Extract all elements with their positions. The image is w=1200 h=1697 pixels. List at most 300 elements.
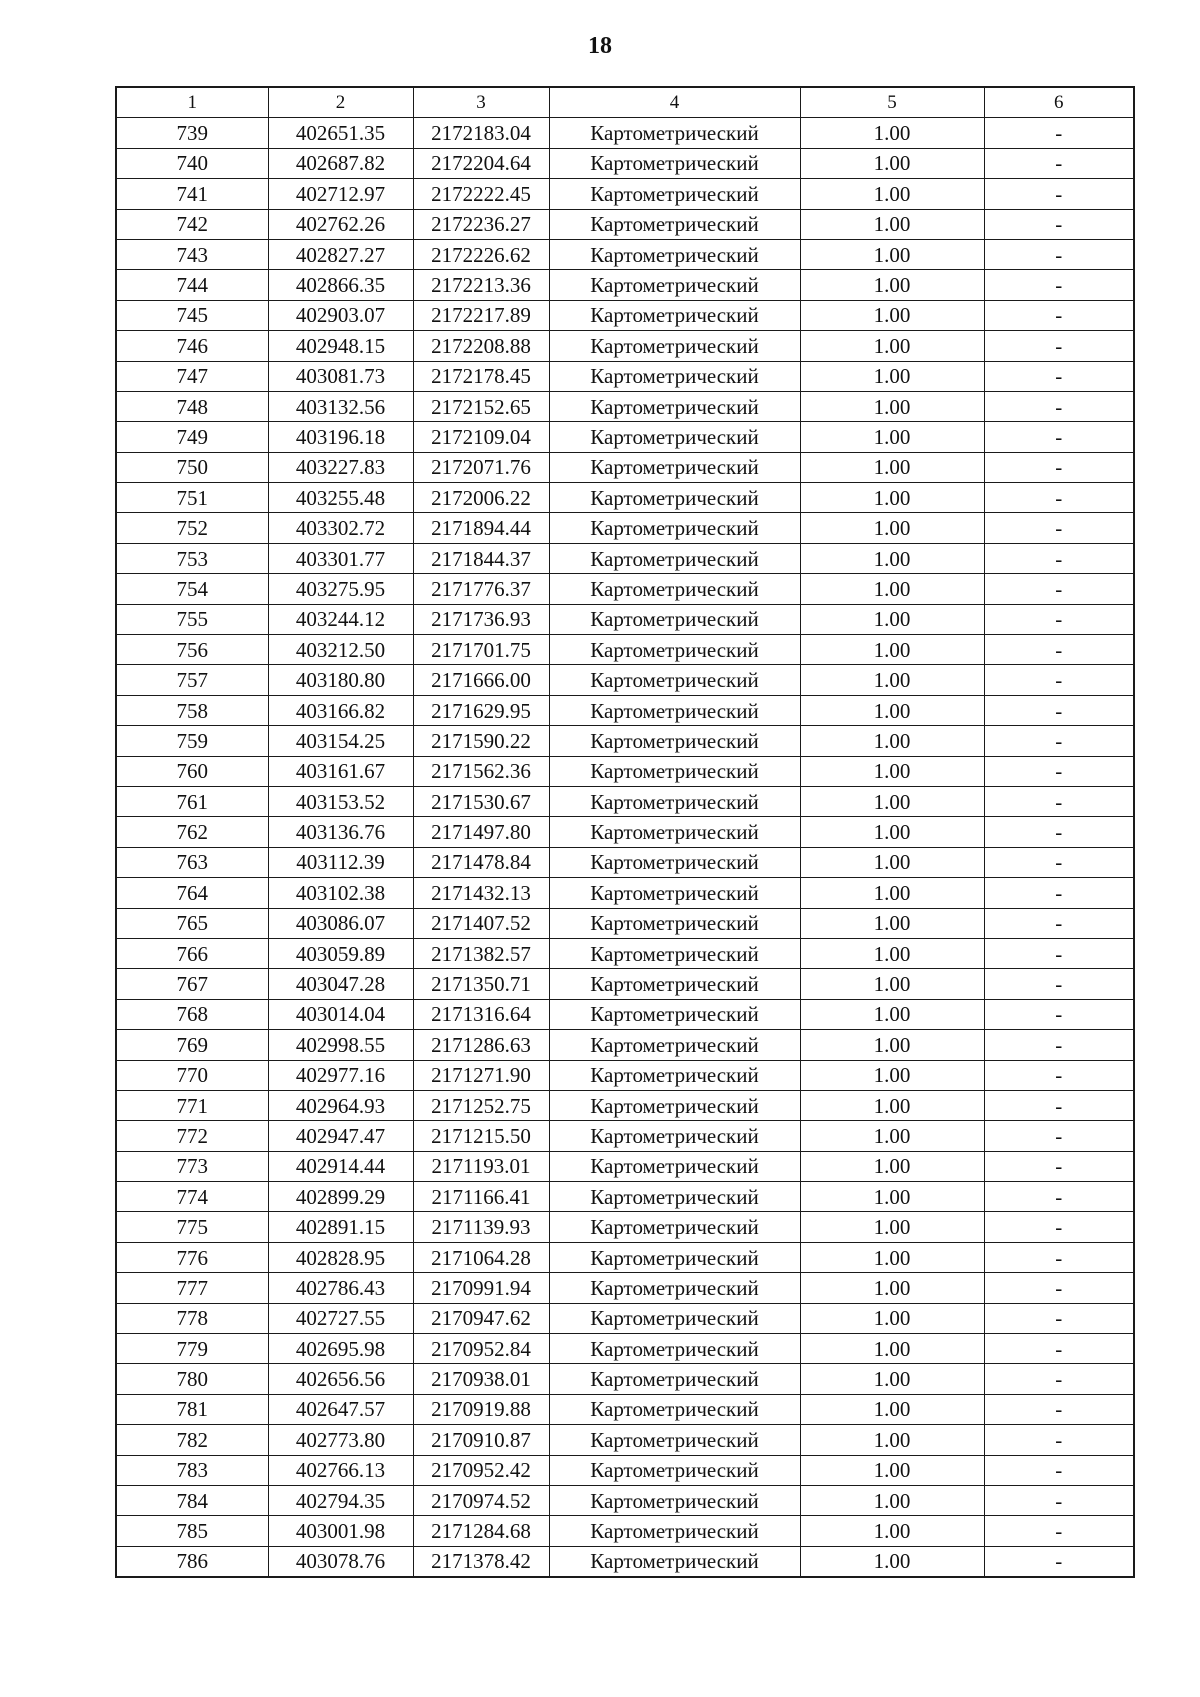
point-number-cell: 745 bbox=[116, 300, 268, 330]
accuracy-cell: 1.00 bbox=[800, 665, 984, 695]
description-cell: - bbox=[984, 239, 1134, 269]
accuracy-cell: 1.00 bbox=[800, 1151, 984, 1181]
table-row bbox=[116, 300, 1134, 330]
method-cell: Картометрический bbox=[549, 1090, 800, 1120]
x-coordinate-cell: 402828.95 bbox=[268, 1242, 413, 1272]
y-coordinate-cell: 2170910.87 bbox=[413, 1425, 549, 1455]
accuracy-cell: 1.00 bbox=[800, 635, 984, 665]
method-cell: Картометрический bbox=[549, 513, 800, 543]
y-coordinate-cell: 2170991.94 bbox=[413, 1273, 549, 1303]
point-number-cell: 743 bbox=[116, 239, 268, 269]
table-row bbox=[116, 422, 1134, 452]
y-coordinate-cell: 2172222.45 bbox=[413, 179, 549, 209]
y-coordinate-cell: 2171407.52 bbox=[413, 908, 549, 938]
description-cell: - bbox=[984, 938, 1134, 968]
method-cell: Картометрический bbox=[549, 695, 800, 725]
point-number-cell: 750 bbox=[116, 452, 268, 482]
point-number-cell: 739 bbox=[116, 118, 268, 148]
table-row bbox=[116, 1334, 1134, 1364]
description-cell: - bbox=[984, 1212, 1134, 1242]
accuracy-cell: 1.00 bbox=[800, 543, 984, 573]
accuracy-cell: 1.00 bbox=[800, 1364, 984, 1394]
y-coordinate-cell: 2171432.13 bbox=[413, 878, 549, 908]
method-cell: Картометрический bbox=[549, 543, 800, 573]
y-coordinate-cell: 2172109.04 bbox=[413, 422, 549, 452]
description-cell: - bbox=[984, 1121, 1134, 1151]
description-cell: - bbox=[984, 604, 1134, 634]
x-coordinate-cell: 402903.07 bbox=[268, 300, 413, 330]
method-cell: Картометрический bbox=[549, 817, 800, 847]
point-number-cell: 747 bbox=[116, 361, 268, 391]
y-coordinate-cell: 2171215.50 bbox=[413, 1121, 549, 1151]
point-number-cell: 755 bbox=[116, 604, 268, 634]
point-number-cell: 746 bbox=[116, 331, 268, 361]
x-coordinate-cell: 402998.55 bbox=[268, 1030, 413, 1060]
method-cell: Картометрический bbox=[549, 1273, 800, 1303]
header-row bbox=[116, 87, 1134, 118]
description-cell: - bbox=[984, 1364, 1134, 1394]
table-row bbox=[116, 999, 1134, 1029]
accuracy-cell: 1.00 bbox=[800, 1121, 984, 1151]
accuracy-cell: 1.00 bbox=[800, 908, 984, 938]
table-row bbox=[116, 209, 1134, 239]
table-row bbox=[116, 938, 1134, 968]
point-number-cell: 774 bbox=[116, 1182, 268, 1212]
table-row bbox=[116, 1546, 1134, 1577]
accuracy-cell: 1.00 bbox=[800, 1516, 984, 1546]
point-number-cell: 748 bbox=[116, 391, 268, 421]
y-coordinate-cell: 2171271.90 bbox=[413, 1060, 549, 1090]
x-coordinate-cell: 402762.26 bbox=[268, 209, 413, 239]
table-row bbox=[116, 1060, 1134, 1090]
point-number-cell: 769 bbox=[116, 1030, 268, 1060]
accuracy-cell: 1.00 bbox=[800, 1090, 984, 1120]
x-coordinate-cell: 403196.18 bbox=[268, 422, 413, 452]
accuracy-cell: 1.00 bbox=[800, 148, 984, 178]
method-cell: Картометрический bbox=[549, 118, 800, 148]
description-cell: - bbox=[984, 300, 1134, 330]
point-number-cell: 754 bbox=[116, 574, 268, 604]
y-coordinate-cell: 2172208.88 bbox=[413, 331, 549, 361]
x-coordinate-cell: 402964.93 bbox=[268, 1090, 413, 1120]
method-cell: Картометрический bbox=[549, 1151, 800, 1181]
table-row bbox=[116, 483, 1134, 513]
description-cell: - bbox=[984, 1242, 1134, 1272]
description-cell: - bbox=[984, 1303, 1134, 1333]
accuracy-cell: 1.00 bbox=[800, 574, 984, 604]
column-header-3: 3 bbox=[413, 87, 549, 118]
y-coordinate-cell: 2172152.65 bbox=[413, 391, 549, 421]
point-number-cell: 782 bbox=[116, 1425, 268, 1455]
x-coordinate-cell: 402827.27 bbox=[268, 239, 413, 269]
table-row bbox=[116, 1425, 1134, 1455]
method-cell: Картометрический bbox=[549, 756, 800, 786]
description-cell: - bbox=[984, 270, 1134, 300]
table-row bbox=[116, 695, 1134, 725]
x-coordinate-cell: 403180.80 bbox=[268, 665, 413, 695]
y-coordinate-cell: 2171629.95 bbox=[413, 695, 549, 725]
y-coordinate-cell: 2170947.62 bbox=[413, 1303, 549, 1333]
x-coordinate-cell: 403081.73 bbox=[268, 361, 413, 391]
table-row bbox=[116, 878, 1134, 908]
x-coordinate-cell: 403301.77 bbox=[268, 543, 413, 573]
method-cell: Картометрический bbox=[549, 1455, 800, 1485]
y-coordinate-cell: 2171590.22 bbox=[413, 726, 549, 756]
description-cell: - bbox=[984, 422, 1134, 452]
method-cell: Картометрический bbox=[549, 1425, 800, 1455]
point-number-cell: 784 bbox=[116, 1485, 268, 1515]
table-row bbox=[116, 1455, 1134, 1485]
table-row bbox=[116, 1121, 1134, 1151]
x-coordinate-cell: 402899.29 bbox=[268, 1182, 413, 1212]
accuracy-cell: 1.00 bbox=[800, 847, 984, 877]
column-header-2: 2 bbox=[268, 87, 413, 118]
description-cell: - bbox=[984, 1485, 1134, 1515]
x-coordinate-cell: 403275.95 bbox=[268, 574, 413, 604]
method-cell: Картометрический bbox=[549, 1485, 800, 1515]
method-cell: Картометрический bbox=[549, 1060, 800, 1090]
y-coordinate-cell: 2171894.44 bbox=[413, 513, 549, 543]
table-body bbox=[116, 118, 1134, 1577]
point-number-cell: 758 bbox=[116, 695, 268, 725]
y-coordinate-cell: 2171736.93 bbox=[413, 604, 549, 634]
x-coordinate-cell: 402794.35 bbox=[268, 1485, 413, 1515]
table-row bbox=[116, 1516, 1134, 1546]
accuracy-cell: 1.00 bbox=[800, 1273, 984, 1303]
point-number-cell: 781 bbox=[116, 1394, 268, 1424]
point-number-cell: 756 bbox=[116, 635, 268, 665]
point-number-cell: 741 bbox=[116, 179, 268, 209]
method-cell: Картометрический bbox=[549, 908, 800, 938]
point-number-cell: 770 bbox=[116, 1060, 268, 1090]
y-coordinate-cell: 2171350.71 bbox=[413, 969, 549, 999]
x-coordinate-cell: 403078.76 bbox=[268, 1546, 413, 1577]
table-row bbox=[116, 726, 1134, 756]
x-coordinate-cell: 403255.48 bbox=[268, 483, 413, 513]
table-row bbox=[116, 1364, 1134, 1394]
x-coordinate-cell: 403302.72 bbox=[268, 513, 413, 543]
method-cell: Картометрический bbox=[549, 1364, 800, 1394]
y-coordinate-cell: 2170952.84 bbox=[413, 1334, 549, 1364]
x-coordinate-cell: 403112.39 bbox=[268, 847, 413, 877]
method-cell: Картометрический bbox=[549, 847, 800, 877]
table-row bbox=[116, 391, 1134, 421]
x-coordinate-cell: 403086.07 bbox=[268, 908, 413, 938]
accuracy-cell: 1.00 bbox=[800, 1303, 984, 1333]
point-number-cell: 776 bbox=[116, 1242, 268, 1272]
table-row bbox=[116, 1485, 1134, 1515]
x-coordinate-cell: 403014.04 bbox=[268, 999, 413, 1029]
description-cell: - bbox=[984, 179, 1134, 209]
point-number-cell: 742 bbox=[116, 209, 268, 239]
accuracy-cell: 1.00 bbox=[800, 270, 984, 300]
point-number-cell: 775 bbox=[116, 1212, 268, 1242]
accuracy-cell: 1.00 bbox=[800, 938, 984, 968]
method-cell: Картометрический bbox=[549, 1242, 800, 1272]
column-header-4: 4 bbox=[549, 87, 800, 118]
method-cell: Картометрический bbox=[549, 179, 800, 209]
x-coordinate-cell: 402914.44 bbox=[268, 1151, 413, 1181]
y-coordinate-cell: 2171378.42 bbox=[413, 1546, 549, 1577]
description-cell: - bbox=[984, 1273, 1134, 1303]
description-cell: - bbox=[984, 209, 1134, 239]
accuracy-cell: 1.00 bbox=[800, 969, 984, 999]
table-row bbox=[116, 1151, 1134, 1181]
accuracy-cell: 1.00 bbox=[800, 513, 984, 543]
description-cell: - bbox=[984, 1182, 1134, 1212]
method-cell: Картометрический bbox=[549, 452, 800, 482]
x-coordinate-cell: 402712.97 bbox=[268, 179, 413, 209]
accuracy-cell: 1.00 bbox=[800, 331, 984, 361]
x-coordinate-cell: 403059.89 bbox=[268, 938, 413, 968]
description-cell: - bbox=[984, 1394, 1134, 1424]
method-cell: Картометрический bbox=[549, 148, 800, 178]
page-number: 18 bbox=[588, 33, 612, 59]
y-coordinate-cell: 2172183.04 bbox=[413, 118, 549, 148]
point-number-cell: 762 bbox=[116, 817, 268, 847]
point-number-cell: 785 bbox=[116, 1516, 268, 1546]
table-row bbox=[116, 1303, 1134, 1333]
point-number-cell: 763 bbox=[116, 847, 268, 877]
accuracy-cell: 1.00 bbox=[800, 118, 984, 148]
accuracy-cell: 1.00 bbox=[800, 817, 984, 847]
description-cell: - bbox=[984, 635, 1134, 665]
table-row bbox=[116, 786, 1134, 816]
description-cell: - bbox=[984, 726, 1134, 756]
accuracy-cell: 1.00 bbox=[800, 756, 984, 786]
point-number-cell: 767 bbox=[116, 969, 268, 999]
accuracy-cell: 1.00 bbox=[800, 452, 984, 482]
x-coordinate-cell: 403244.12 bbox=[268, 604, 413, 634]
point-number-cell: 757 bbox=[116, 665, 268, 695]
x-coordinate-cell: 402977.16 bbox=[268, 1060, 413, 1090]
x-coordinate-cell: 402766.13 bbox=[268, 1455, 413, 1485]
point-number-cell: 761 bbox=[116, 786, 268, 816]
y-coordinate-cell: 2172071.76 bbox=[413, 452, 549, 482]
x-coordinate-cell: 402651.35 bbox=[268, 118, 413, 148]
method-cell: Картометрический bbox=[549, 1121, 800, 1151]
y-coordinate-cell: 2170919.88 bbox=[413, 1394, 549, 1424]
method-cell: Картометрический bbox=[549, 1182, 800, 1212]
y-coordinate-cell: 2171701.75 bbox=[413, 635, 549, 665]
table-row bbox=[116, 179, 1134, 209]
method-cell: Картометрический bbox=[549, 574, 800, 604]
y-coordinate-cell: 2172236.27 bbox=[413, 209, 549, 239]
x-coordinate-cell: 402727.55 bbox=[268, 1303, 413, 1333]
y-coordinate-cell: 2171252.75 bbox=[413, 1090, 549, 1120]
table-row bbox=[116, 118, 1134, 148]
description-cell: - bbox=[984, 148, 1134, 178]
description-cell: - bbox=[984, 1516, 1134, 1546]
method-cell: Картометрический bbox=[549, 665, 800, 695]
x-coordinate-cell: 403212.50 bbox=[268, 635, 413, 665]
table-row bbox=[116, 543, 1134, 573]
method-cell: Картометрический bbox=[549, 1516, 800, 1546]
y-coordinate-cell: 2171497.80 bbox=[413, 817, 549, 847]
method-cell: Картометрический bbox=[549, 300, 800, 330]
description-cell: - bbox=[984, 1060, 1134, 1090]
point-number-cell: 759 bbox=[116, 726, 268, 756]
accuracy-cell: 1.00 bbox=[800, 422, 984, 452]
table-row bbox=[116, 1394, 1134, 1424]
description-cell: - bbox=[984, 969, 1134, 999]
method-cell: Картометрический bbox=[549, 209, 800, 239]
y-coordinate-cell: 2171776.37 bbox=[413, 574, 549, 604]
y-coordinate-cell: 2171064.28 bbox=[413, 1242, 549, 1272]
table-row bbox=[116, 574, 1134, 604]
point-number-cell: 760 bbox=[116, 756, 268, 786]
method-cell: Картометрический bbox=[549, 483, 800, 513]
method-cell: Картометрический bbox=[549, 239, 800, 269]
description-cell: - bbox=[984, 331, 1134, 361]
table-row bbox=[116, 847, 1134, 877]
table-row bbox=[116, 513, 1134, 543]
table-row bbox=[116, 239, 1134, 269]
accuracy-cell: 1.00 bbox=[800, 1485, 984, 1515]
description-cell: - bbox=[984, 847, 1134, 877]
point-number-cell: 786 bbox=[116, 1546, 268, 1577]
x-coordinate-cell: 403227.83 bbox=[268, 452, 413, 482]
x-coordinate-cell: 402656.56 bbox=[268, 1364, 413, 1394]
description-cell: - bbox=[984, 908, 1134, 938]
description-cell: - bbox=[984, 513, 1134, 543]
description-cell: - bbox=[984, 878, 1134, 908]
description-cell: - bbox=[984, 695, 1134, 725]
point-number-cell: 765 bbox=[116, 908, 268, 938]
description-cell: - bbox=[984, 1334, 1134, 1364]
accuracy-cell: 1.00 bbox=[800, 361, 984, 391]
method-cell: Картометрический bbox=[549, 786, 800, 816]
y-coordinate-cell: 2171666.00 bbox=[413, 665, 549, 695]
table-row bbox=[116, 1273, 1134, 1303]
table-row bbox=[116, 1182, 1134, 1212]
point-number-cell: 740 bbox=[116, 148, 268, 178]
description-cell: - bbox=[984, 483, 1134, 513]
method-cell: Картометрический bbox=[549, 604, 800, 634]
x-coordinate-cell: 403153.52 bbox=[268, 786, 413, 816]
description-cell: - bbox=[984, 1425, 1134, 1455]
method-cell: Картометрический bbox=[549, 635, 800, 665]
y-coordinate-cell: 2171562.36 bbox=[413, 756, 549, 786]
accuracy-cell: 1.00 bbox=[800, 391, 984, 421]
description-cell: - bbox=[984, 1151, 1134, 1181]
x-coordinate-cell: 402948.15 bbox=[268, 331, 413, 361]
x-coordinate-cell: 403132.56 bbox=[268, 391, 413, 421]
table-row bbox=[116, 969, 1134, 999]
accuracy-cell: 1.00 bbox=[800, 1212, 984, 1242]
table-row bbox=[116, 148, 1134, 178]
accuracy-cell: 1.00 bbox=[800, 878, 984, 908]
y-coordinate-cell: 2171478.84 bbox=[413, 847, 549, 877]
y-coordinate-cell: 2171316.64 bbox=[413, 999, 549, 1029]
method-cell: Картометрический bbox=[549, 1303, 800, 1333]
x-coordinate-cell: 402773.80 bbox=[268, 1425, 413, 1455]
table-header bbox=[116, 87, 1134, 118]
y-coordinate-cell: 2172204.64 bbox=[413, 148, 549, 178]
method-cell: Картометрический bbox=[549, 1212, 800, 1242]
table-row bbox=[116, 331, 1134, 361]
method-cell: Картометрический bbox=[549, 331, 800, 361]
description-cell: - bbox=[984, 574, 1134, 604]
table-row bbox=[116, 665, 1134, 695]
table-row bbox=[116, 270, 1134, 300]
x-coordinate-cell: 403136.76 bbox=[268, 817, 413, 847]
x-coordinate-cell: 403102.38 bbox=[268, 878, 413, 908]
point-number-cell: 753 bbox=[116, 543, 268, 573]
y-coordinate-cell: 2172178.45 bbox=[413, 361, 549, 391]
method-cell: Картометрический bbox=[549, 726, 800, 756]
table-row bbox=[116, 756, 1134, 786]
table-row bbox=[116, 604, 1134, 634]
description-cell: - bbox=[984, 1546, 1134, 1577]
point-number-cell: 780 bbox=[116, 1364, 268, 1394]
x-coordinate-cell: 402695.98 bbox=[268, 1334, 413, 1364]
x-coordinate-cell: 402866.35 bbox=[268, 270, 413, 300]
y-coordinate-cell: 2171166.41 bbox=[413, 1182, 549, 1212]
x-coordinate-cell: 402647.57 bbox=[268, 1394, 413, 1424]
accuracy-cell: 1.00 bbox=[800, 695, 984, 725]
table-row bbox=[116, 1090, 1134, 1120]
accuracy-cell: 1.00 bbox=[800, 179, 984, 209]
y-coordinate-cell: 2170952.42 bbox=[413, 1455, 549, 1485]
accuracy-cell: 1.00 bbox=[800, 1242, 984, 1272]
y-coordinate-cell: 2172213.36 bbox=[413, 270, 549, 300]
accuracy-cell: 1.00 bbox=[800, 1182, 984, 1212]
point-number-cell: 752 bbox=[116, 513, 268, 543]
table-row bbox=[116, 635, 1134, 665]
table-row bbox=[116, 1212, 1134, 1242]
x-coordinate-cell: 403154.25 bbox=[268, 726, 413, 756]
x-coordinate-cell: 402786.43 bbox=[268, 1273, 413, 1303]
accuracy-cell: 1.00 bbox=[800, 1060, 984, 1090]
description-cell: - bbox=[984, 452, 1134, 482]
accuracy-cell: 1.00 bbox=[800, 786, 984, 816]
point-number-cell: 783 bbox=[116, 1455, 268, 1485]
point-number-cell: 773 bbox=[116, 1151, 268, 1181]
y-coordinate-cell: 2171844.37 bbox=[413, 543, 549, 573]
point-number-cell: 768 bbox=[116, 999, 268, 1029]
table-row bbox=[116, 452, 1134, 482]
description-cell: - bbox=[984, 1090, 1134, 1120]
y-coordinate-cell: 2171286.63 bbox=[413, 1030, 549, 1060]
point-number-cell: 751 bbox=[116, 483, 268, 513]
table-row bbox=[116, 1030, 1134, 1060]
accuracy-cell: 1.00 bbox=[800, 1334, 984, 1364]
point-number-cell: 779 bbox=[116, 1334, 268, 1364]
accuracy-cell: 1.00 bbox=[800, 1455, 984, 1485]
y-coordinate-cell: 2170974.52 bbox=[413, 1485, 549, 1515]
description-cell: - bbox=[984, 817, 1134, 847]
method-cell: Картометрический bbox=[549, 1394, 800, 1424]
y-coordinate-cell: 2171139.93 bbox=[413, 1212, 549, 1242]
column-header-1: 1 bbox=[116, 87, 268, 118]
x-coordinate-cell: 403001.98 bbox=[268, 1516, 413, 1546]
description-cell: - bbox=[984, 1030, 1134, 1060]
description-cell: - bbox=[984, 1455, 1134, 1485]
method-cell: Картометрический bbox=[549, 422, 800, 452]
description-cell: - bbox=[984, 999, 1134, 1029]
method-cell: Картометрический bbox=[549, 938, 800, 968]
method-cell: Картометрический bbox=[549, 1546, 800, 1577]
description-cell: - bbox=[984, 786, 1134, 816]
coordinates-table bbox=[115, 86, 1135, 1578]
y-coordinate-cell: 2172217.89 bbox=[413, 300, 549, 330]
y-coordinate-cell: 2171284.68 bbox=[413, 1516, 549, 1546]
table-row bbox=[116, 817, 1134, 847]
accuracy-cell: 1.00 bbox=[800, 1546, 984, 1577]
method-cell: Картометрический bbox=[549, 270, 800, 300]
description-cell: - bbox=[984, 665, 1134, 695]
